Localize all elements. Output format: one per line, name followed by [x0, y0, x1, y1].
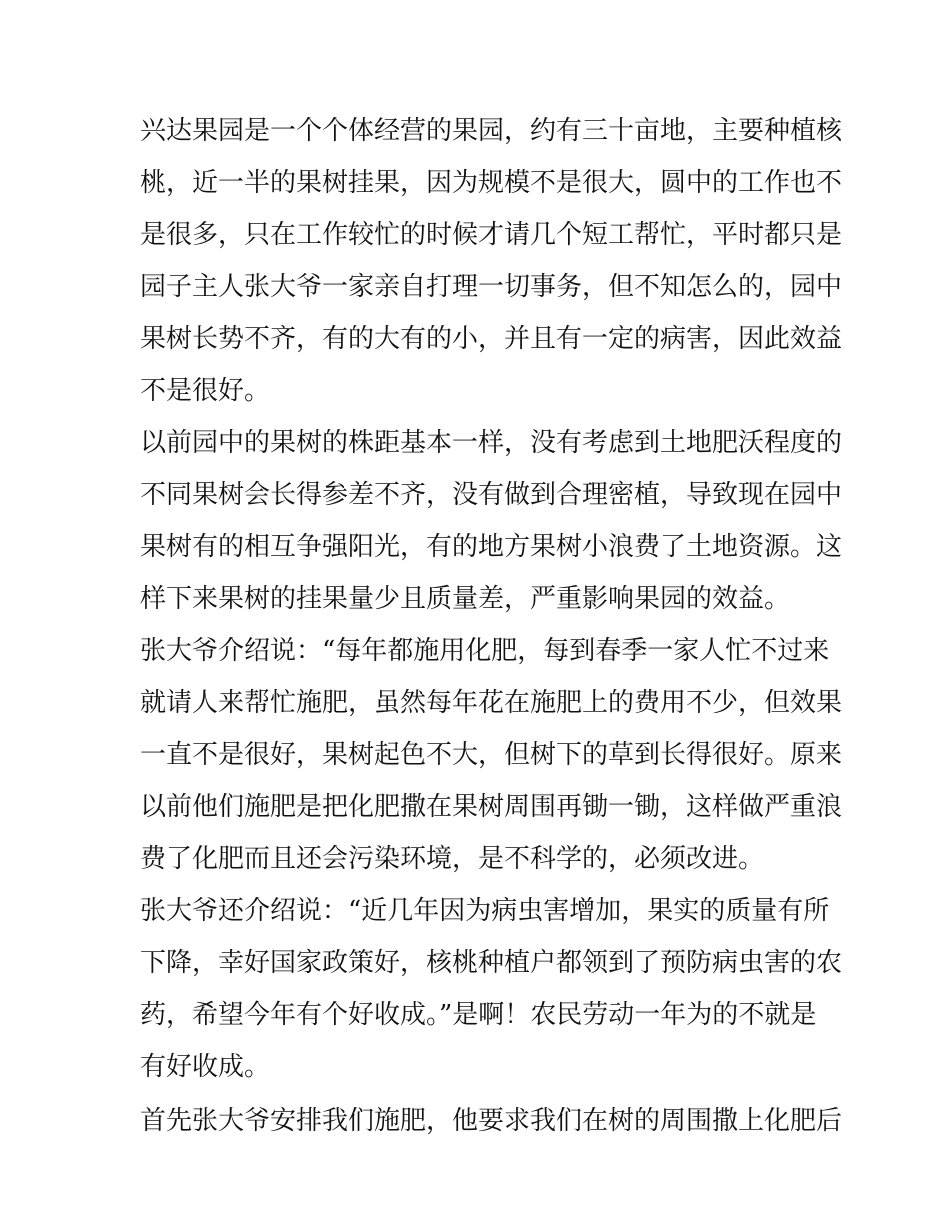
text-line: 下降，幸好国家政策好，核桃种植户都领到了预防病虫害的农	[140, 948, 843, 978]
paragraph-4	[140, 885, 843, 1093]
text-line: 费了化肥而且还会污染环境，是不科学的，必须改进。	[140, 844, 765, 874]
document-body	[140, 105, 843, 1147]
paragraph-2	[140, 417, 843, 625]
text-line: 药，希望今年有个好收成。”是啊！农民劳动一年为的不就是	[140, 1000, 817, 1030]
text-line: 园子主人张大爷一家亲自打理一切事务，但不知怎么的，园中	[140, 272, 843, 302]
text-line: 有好收成。	[140, 1052, 271, 1082]
text-line: 不是很好。	[140, 376, 271, 406]
paragraph-3	[140, 625, 843, 885]
text-line: 桃，近一半的果树挂果，因为规模不是很大，圆中的工作也不	[140, 168, 843, 198]
text-line: 张大爷介绍说：“每年都施用化肥，每到春季一家人忙不过来	[140, 636, 830, 666]
text-line: 是很多，只在工作较忙的时候才请几个短工帮忙，平时都只是	[140, 220, 843, 250]
text-line: 果树有的相互争强阳光，有的地方果树小浪费了土地资源。这	[140, 532, 843, 562]
text-line: 不同果树会长得参差不齐，没有做到合理密植，导致现在园中	[140, 480, 843, 510]
text-line: 果树长势不齐，有的大有的小，并且有一定的病害，因此效益	[140, 324, 843, 354]
paragraph-1	[140, 105, 843, 417]
text-line: 首先张大爷安排我们施肥，他要求我们在树的周围撒上化肥后	[140, 1106, 843, 1136]
text-line: 张大爷还介绍说：“近几年因为病虫害增加，果实的质量有所	[140, 896, 830, 926]
text-line: 以前他们施肥是把化肥撒在果树周围再锄一锄，这样做严重浪	[140, 792, 843, 822]
paragraph-5	[140, 1095, 843, 1147]
text-line: 以前园中的果树的株距基本一样，没有考虑到土地肥沃程度的	[140, 428, 843, 458]
text-line: 兴达果园是一个个体经营的果园，约有三十亩地，主要种植核	[140, 116, 843, 146]
text-line: 一直不是很好，果树起色不大，但树下的草到长得很好。原来	[140, 740, 843, 770]
text-line: 就请人来帮忙施肥，虽然每年花在施肥上的费用不少，但效果	[140, 688, 843, 718]
text-line: 样下来果树的挂果量少且质量差，严重影响果园的效益。	[140, 584, 791, 614]
